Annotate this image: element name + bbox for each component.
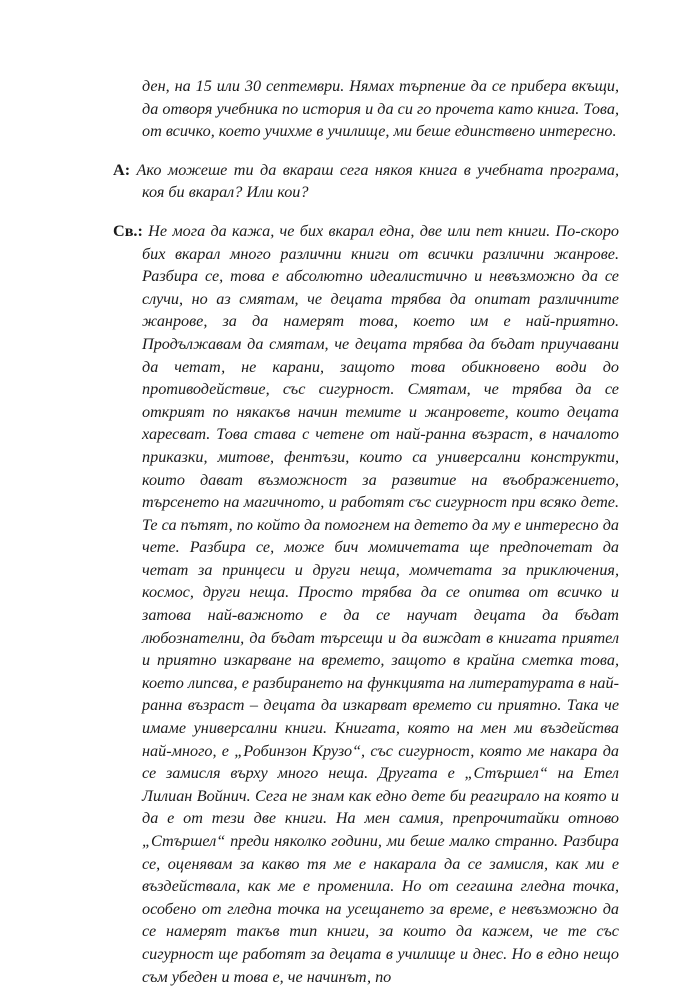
speaker-label: А:: [113, 160, 131, 179]
paragraph-continuation: [113, 75, 619, 143]
paragraph-gap: [113, 204, 619, 220]
paragraph-text: Не мога да кажа, че бих вкарал една, две или пет книги. По-скоро бих вкарал много различни книги от всички различни жанрове. Разбира се, това е абсолютно идеалистично и невъзможно да се случи, но аз смятам, че децата трябва да опитат различните жанрове, за да намерят това, което им е най-приятно. Продължавам да смятам, че децата трябва да бъдат приучавани да четат, не карани, защото това обикновено води до противодействие, със сигурност. Смятам, че трябва да се открият по някакъв начин темите и жанровете, които децата харесват. Това става с четене от най-ранна възраст, в началото приказки, митове, фентъзи, които са универсални конструкти, които дават възможност за развитие на въображението, търсенето на магичното, и работят със сигурност при всяко дете. Те са пътят, по който да помогнем на детето да му е интересно да чете. Разбира се, може бич момичетата ще предпочетат да четат за принцеси и други неща, момчетата за приключения, космос, други неща. Просто трябва да се опитва от всичко и затова най-важното е да се научат децата да бъдат любознателни, да бъдат търсещи и да виждат в книгата приятел и приятно изкарване на времето, защото в крайна сметка това, което липсва, е разбирането на функцията на литературата в най-ранна възраст – децата да изкарват времето си приятно. Така че имаме универсални книги. Книгата, която на мен ми въздейства най-много, е „Робинзон Крузо“, със сигурност, която ме накара да се замисля върху много неща. Другата е „Стършел“ на Етел Лилиан Войнич. Сега не знам как едно дете би реагирало на която и да е от тези две книги. На мен самия, препрочитайки отново „Стършел“ преди няколко години, ми беше малко странно. Разбира се, оценявам за какво тя ме е накарала да се замисля, как ми е въздействала, как ме е променила. Но от сегашна гледна точка, особено от гледна точка на усещането за време, е невъзможно да се намерят такъв тип книги, за които да кажем, че те със сигурност ще работят за децата в училище и днес. Но в едно нещо съм убеден и това е, че начинът, по: [142, 221, 620, 986]
paragraph-question: [113, 159, 619, 204]
paragraph-text: Ако можеше ти да вкараш сега някоя книга в учебната програма, коя би вкарал? Или кои?: [136, 160, 619, 202]
paragraph-text: ден, на 15 или 30 септември. Нямах търпение да се прибера вкъщи, да отворя учебника по история и да си го прочета като книга. Това, от всичко, което учихме в училище, ми беше единствено интересно.: [142, 77, 619, 141]
speaker-label: Св.:: [113, 221, 143, 240]
paragraph-answer: [113, 220, 619, 988]
body-text: [113, 75, 619, 988]
paragraph-gap: [113, 143, 619, 159]
